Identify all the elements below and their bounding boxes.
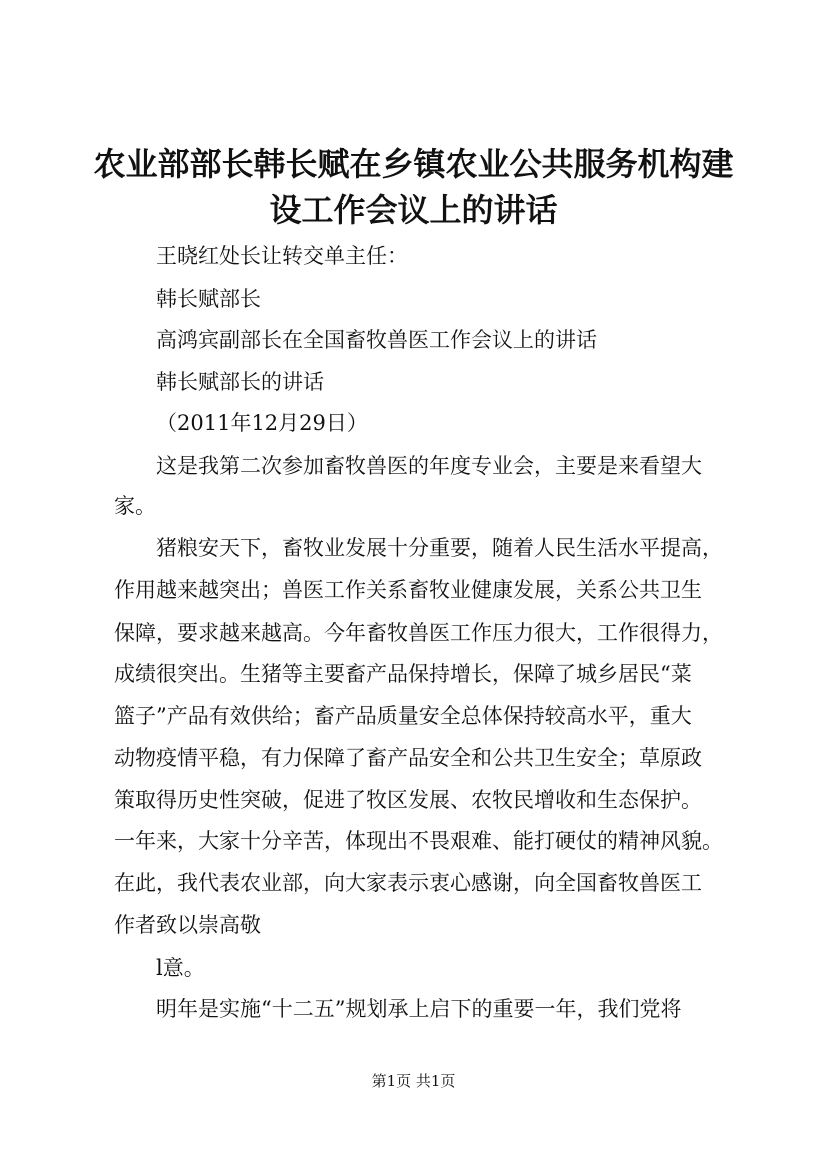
addressee-line: 王晓红处长让转交单主任： (156, 244, 408, 268)
paragraph-line: 一年来，大家十分辛苦，体现出不畏艰难、能打硬仗的精神风貌。 (114, 829, 723, 853)
paragraph-line: 猪粮安天下，畜牧业发展十分重要，随着人民生活水平提高， (156, 536, 723, 560)
heading-line: 韩长赋部长 (156, 287, 261, 311)
page-footer: 第1页 共1页 (371, 1072, 456, 1090)
date-line: （2011年12月29日） (156, 411, 368, 435)
paragraph-line: 篮子”产品有效供给；畜产品质量安全总体保持较高水平，重大 (114, 704, 692, 728)
heading-line: 高鸿宾副部长在全国畜牧兽医工作会议上的讲话 (156, 328, 597, 352)
paragraph-line: 作用越来越突出；兽医工作关系畜牧业健康发展，关系公共卫生 (114, 578, 702, 602)
paragraph-line: 动物疫情平稳，有力保障了畜产品安全和公共卫生安全；草原政 (114, 746, 702, 770)
paragraph-line: 家。 (114, 494, 156, 518)
heading-line: 韩长赋部长的讲话 (156, 370, 324, 394)
paragraph-line: 策取得历史性突破，促进了牧区发展、农牧民增收和生态保护。 (114, 788, 702, 812)
paragraph-line: 保障，要求越来越高。今年畜牧兽医工作压力很大，工作很得力， (114, 621, 723, 645)
document-title-line-1: 农业部部长韩长赋在乡镇农业公共服务机构建 (93, 145, 734, 183)
paragraph-line: 明年是实施“十二五”规划承上启下的重要一年，我们党将 (156, 997, 682, 1021)
paragraph-line: 成绩很突出。生猪等主要畜产品保持增长，保障了城乡居民“菜 (114, 662, 692, 686)
paragraph-line: 在此，我代表农业部，向大家表示衷心感谢，向全国畜牧兽医工 (114, 871, 702, 895)
document-title-line-2: 设工作会议上的讲话 (269, 191, 558, 229)
paragraph-line: l意。 (156, 956, 205, 980)
paragraph-line: 作者致以崇高敬 (114, 913, 261, 937)
paragraph-line: 这是我第二次参加畜牧兽医的年度专业会，主要是来看望大 (156, 454, 702, 478)
